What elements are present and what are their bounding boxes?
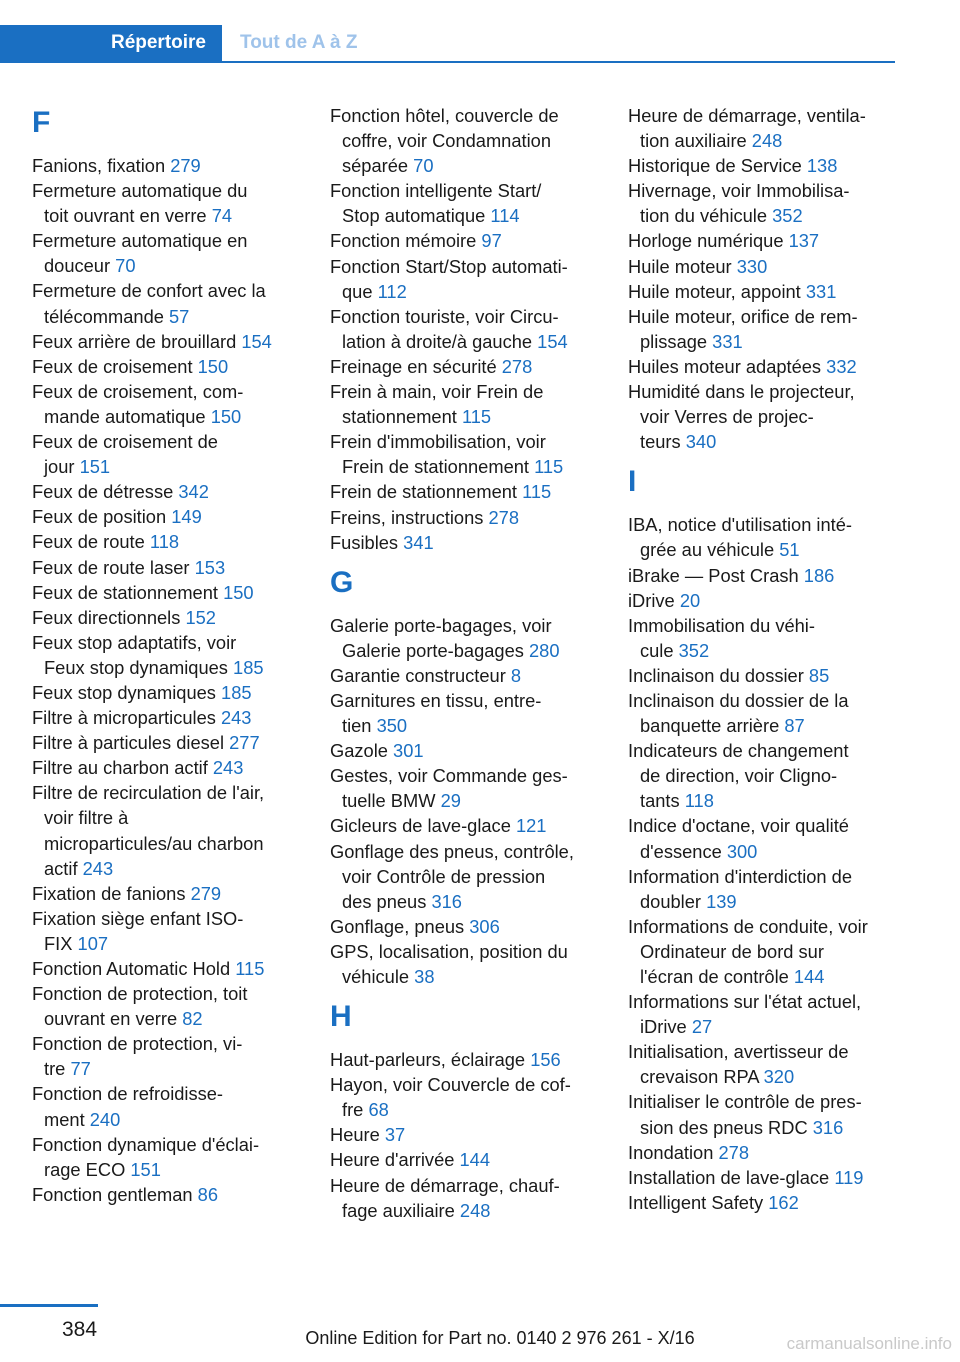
entry-text: Fonction Start/Stop automati-	[330, 255, 568, 277]
index-entry	[330, 613, 620, 663]
index-entry	[32, 956, 322, 981]
index-entry	[32, 1081, 322, 1131]
entry-text: Heure	[330, 1124, 380, 1146]
entry-text: Intelligent Safety	[628, 1191, 764, 1213]
page-link[interactable]: 352	[678, 639, 710, 661]
page-link[interactable]: 300	[726, 840, 758, 862]
entry-text: cule	[640, 639, 674, 661]
index-entry	[628, 688, 918, 738]
index-entry	[32, 479, 322, 504]
entry-text: voir Contrôle de pression	[342, 865, 546, 887]
entry-text: Fermeture automatique en	[32, 230, 248, 252]
page-link[interactable]: 121	[515, 815, 547, 837]
index-entry	[32, 354, 322, 379]
entry-text: Initialisation, avertisseur de	[628, 1041, 849, 1063]
page-link[interactable]: 77	[70, 1058, 91, 1080]
entry-text: Frein à main, voir Frein de	[330, 381, 544, 403]
entry-text: Indicateurs de changement	[628, 740, 849, 762]
index-entry	[32, 228, 322, 278]
index-entry	[330, 1072, 620, 1122]
index-entry	[628, 103, 918, 153]
page-link[interactable]: 115	[522, 481, 552, 503]
page-link[interactable]: 280	[529, 639, 560, 661]
page-link[interactable]: 154	[241, 330, 272, 352]
index-entry	[32, 153, 322, 178]
entry-text: Huile moteur, orifice de rem-	[628, 305, 858, 327]
page-link[interactable]: 278	[501, 355, 533, 377]
entry-text: Filtre au charbon actif	[32, 757, 208, 779]
entry-text: Frein de stationnement	[330, 481, 517, 503]
page-link[interactable]: 82	[182, 1008, 203, 1030]
page-link[interactable]: 248	[751, 130, 783, 152]
page-link[interactable]: 97	[481, 230, 502, 252]
page-link[interactable]: 185	[233, 656, 264, 678]
entry-text: Informations de conduite, voir	[628, 915, 868, 937]
index-entry	[628, 563, 918, 588]
entry-text: doubler	[640, 890, 701, 912]
entry-text: banquette arrière	[640, 715, 780, 737]
entry-text: Frein de stationnement	[342, 456, 529, 478]
page-link[interactable]: 38	[414, 966, 435, 987]
index-entry	[32, 178, 322, 228]
index-entry	[628, 228, 918, 253]
entry-text: Feux de route laser	[32, 556, 190, 578]
page-link[interactable]: 279	[170, 155, 201, 176]
page-link[interactable]: 243	[212, 757, 244, 779]
entry-text: Fermeture de confort avec la	[32, 280, 266, 302]
page-link[interactable]: 154	[537, 330, 568, 352]
page-link[interactable]: 112	[377, 280, 407, 302]
entry-text: Feux stop dynamiques	[32, 681, 216, 703]
entry-text: fage auxiliaire	[342, 1199, 455, 1221]
index-entry	[32, 529, 322, 554]
entry-text: Heure de démarrage, chauf-	[330, 1174, 560, 1196]
page-link[interactable]: 186	[803, 564, 835, 586]
section-letter: G	[330, 565, 354, 599]
tab-repertoire[interactable]: Répertoire	[0, 25, 222, 61]
index-column-3	[628, 103, 918, 1215]
index-entry	[628, 813, 918, 863]
entry-text: tion auxiliaire	[640, 130, 747, 152]
entry-text: Galerie porte-bagages, voir	[330, 614, 552, 636]
index-entry	[32, 881, 322, 906]
index-entry	[32, 278, 322, 328]
entry-text: Hivernage, voir Immobilisa-	[628, 180, 850, 202]
entry-text: Fonction de protection, toit	[32, 983, 248, 1005]
page-link[interactable]: 152	[185, 606, 216, 628]
entry-text: voir filtre à	[44, 807, 129, 829]
entry-text: IBA, notice d'utilisation inté-	[628, 514, 852, 536]
entry-text: Horloge numérique	[628, 230, 784, 252]
entry-text: Immobilisation du véhi-	[628, 614, 815, 636]
page-link[interactable]: 316	[812, 1116, 844, 1138]
entry-text: Fonction gentleman	[32, 1183, 193, 1205]
entry-text: Frein d'immobilisation, voir	[330, 431, 546, 453]
entry-text: Historique de Service	[628, 155, 802, 177]
index-entry	[32, 755, 322, 780]
page-link[interactable]: 320	[763, 1066, 795, 1088]
page-link[interactable]: 279	[190, 882, 222, 904]
page-link[interactable]: 137	[788, 230, 820, 252]
index-entry	[330, 379, 620, 429]
page-link[interactable]: 150	[210, 405, 242, 427]
entry-text: Gicleurs de lave-glace	[330, 815, 511, 837]
index-entry	[330, 688, 620, 738]
index-entry	[628, 354, 918, 379]
entry-text: que	[342, 280, 373, 302]
page-link[interactable]: 278	[488, 506, 520, 528]
page-link[interactable]: 144	[459, 1149, 491, 1171]
page-link[interactable]: 68	[368, 1099, 389, 1121]
page-number-rule	[0, 1304, 98, 1307]
entry-text: Fonction intelligente Start/	[330, 180, 542, 202]
entry-text: coffre, voir Condamnation	[342, 130, 551, 152]
entry-text: Fonction de refroidisse-	[32, 1083, 224, 1105]
entry-text: Garnitures en tissu, entre-	[330, 689, 542, 711]
entry-text: Fusibles	[330, 531, 399, 553]
section-letter: F	[32, 106, 51, 139]
entry-text: GPS, localisation, position du	[330, 940, 568, 962]
index-entry	[628, 1039, 918, 1089]
entry-text: Gonflage des pneus, contrôle,	[330, 840, 574, 862]
entry-text: Hayon, voir Couvercle de cof-	[330, 1074, 571, 1096]
index-entry	[330, 304, 620, 354]
entry-text: Fonction de protection, vi-	[32, 1033, 243, 1055]
entry-text: Feux de croisement de	[32, 431, 218, 453]
entry-text: Initialiser le contrôle de pres-	[628, 1091, 862, 1113]
index-entry	[628, 512, 918, 562]
entry-text: microparticules/au charbon	[44, 832, 264, 854]
page-link[interactable]: 138	[806, 155, 838, 177]
entry-text: véhicule	[342, 966, 410, 987]
page-link[interactable]: 57	[169, 305, 190, 327]
entry-text: rage ECO	[44, 1158, 126, 1180]
page-link[interactable]: 153	[194, 556, 226, 578]
index-entry	[32, 379, 322, 429]
page-link[interactable]: 301	[393, 740, 424, 762]
index-entry	[330, 1047, 620, 1072]
entry-text: Fonction dynamique d'éclai-	[32, 1133, 260, 1155]
page-link[interactable]: 149	[171, 506, 202, 528]
index-entry	[628, 1140, 918, 1165]
page-link[interactable]: 185	[221, 681, 252, 703]
index-entry	[32, 730, 322, 755]
page-link[interactable]: 119	[834, 1166, 864, 1188]
index-entry	[628, 304, 918, 354]
page-link[interactable]: 240	[89, 1108, 121, 1130]
entry-text: Freinage en sécurité	[330, 355, 497, 377]
entry-text: Feux de stationnement	[32, 581, 218, 603]
index-entry	[330, 763, 620, 813]
index-entry	[628, 1190, 918, 1215]
page-link[interactable]: 277	[229, 732, 260, 754]
entry-text: Stop automatique	[342, 205, 486, 227]
entry-text: toit ouvrant en verre	[44, 205, 207, 227]
entry-text: Ordinateur de bord sur	[640, 940, 824, 962]
entry-text: Filtre à microparticules	[32, 707, 216, 729]
index-entry	[628, 663, 918, 688]
entry-text: lation à droite/à gauche	[342, 330, 533, 352]
entry-text: sion des pneus RDC	[640, 1116, 808, 1138]
entry-text: Filtre à particules diesel	[32, 732, 225, 754]
page-link[interactable]: 150	[223, 581, 254, 603]
entry-text: Feux de croisement, com-	[32, 380, 244, 402]
edition-footer: Online Edition for Part no. 0140 2 976 261 - X/16	[305, 1328, 695, 1348]
index-entry	[628, 379, 918, 454]
page-link[interactable]: 87	[784, 715, 805, 737]
entry-text: iBrake — Post Crash	[628, 564, 799, 586]
entry-text: crevaison RPA	[640, 1066, 759, 1088]
entry-text: Fermeture automatique du	[32, 180, 248, 202]
entry-text: Gonflage, pneus	[330, 915, 465, 937]
entry-text: FIX	[44, 932, 73, 954]
index-entry	[330, 530, 620, 555]
index-entry	[32, 429, 322, 479]
entry-text: Huiles moteur adaptées	[628, 355, 822, 377]
entry-text: Haut-parleurs, éclairage	[330, 1049, 526, 1071]
index-entry	[32, 1132, 322, 1182]
entry-text: Feux de détresse	[32, 481, 174, 503]
entry-text: Inclinaison du dossier de la	[628, 689, 849, 711]
entry-text: Installation de lave-glace	[628, 1166, 830, 1188]
entry-text: Gestes, voir Commande ges-	[330, 765, 568, 787]
index-entry	[330, 354, 620, 379]
page-link[interactable]: 151	[79, 456, 111, 478]
page-link[interactable]: 316	[431, 890, 462, 912]
page-link[interactable]: 352	[772, 205, 803, 227]
section-letter: I	[628, 465, 637, 499]
index-entry	[330, 254, 620, 304]
page-link[interactable]: 107	[77, 932, 109, 954]
page-link[interactable]: 118	[684, 790, 714, 812]
entry-text: Feux stop dynamiques	[44, 656, 228, 678]
entry-text: iDrive	[640, 1016, 687, 1038]
index-entry	[32, 981, 322, 1031]
section-tab-bar	[0, 25, 895, 63]
page-link[interactable]: 162	[768, 1191, 799, 1213]
page-link[interactable]: 243	[82, 857, 114, 879]
page-link[interactable]: 139	[706, 890, 737, 912]
page-link[interactable]: 114	[490, 205, 520, 227]
index-entry	[330, 228, 620, 253]
index-entry	[32, 555, 322, 580]
index-entry	[32, 580, 322, 605]
entry-text: ouvrant en verre	[44, 1008, 178, 1030]
index-entry	[330, 839, 620, 914]
entry-text: Feux stop adaptatifs, voir	[32, 631, 237, 653]
entry-text: Heure d'arrivée	[330, 1149, 455, 1171]
entry-text: Feux de position	[32, 506, 167, 528]
entry-text: Information d'interdiction de	[628, 865, 853, 887]
entry-text: actif	[44, 857, 78, 879]
page-number: 384	[62, 1318, 98, 1341]
page-link[interactable]: 340	[685, 431, 717, 453]
entry-text: Fixation de fanions	[32, 882, 186, 904]
page-link[interactable]: 306	[469, 915, 500, 937]
index-entry	[330, 939, 620, 989]
index-entry	[32, 906, 322, 956]
page-link[interactable]: 331	[805, 280, 837, 302]
index-entry	[628, 254, 918, 279]
index-entry	[330, 479, 620, 504]
entry-text: Heure de démarrage, ventila-	[628, 105, 866, 126]
page-link[interactable]: 150	[197, 355, 229, 377]
index-entry	[32, 1182, 322, 1207]
tab-tout-de-a-a-z[interactable]: Tout de A à Z	[240, 32, 358, 53]
entry-text: Inclinaison du dossier	[628, 664, 804, 686]
index-entry	[330, 429, 620, 479]
page-link[interactable]: 115	[235, 958, 265, 979]
entry-text: tants	[640, 790, 680, 812]
index-entry	[330, 178, 620, 228]
page-link[interactable]: 118	[149, 531, 180, 553]
entry-text: Freins, instructions	[330, 506, 484, 528]
page-link[interactable]: 350	[376, 715, 408, 737]
entry-text: jour	[44, 456, 75, 478]
page-link[interactable]: 115	[534, 456, 564, 478]
entry-text: grée au véhicule	[640, 539, 775, 561]
entry-text: Garantie constructeur	[330, 664, 506, 686]
index-entry	[628, 1089, 918, 1139]
entry-text: mande automatique	[44, 405, 206, 427]
page-link[interactable]: 243	[220, 707, 252, 729]
entry-text: iDrive	[628, 589, 675, 611]
index-column-2	[330, 103, 620, 1223]
index-entry	[330, 103, 620, 178]
entry-text: de direction, voir Cligno-	[640, 765, 838, 787]
page-link[interactable]: 144	[793, 966, 825, 987]
page-link[interactable]: 156	[530, 1049, 561, 1071]
index-entry	[330, 738, 620, 763]
entry-text: Feux directionnels	[32, 606, 181, 628]
entry-text: télécommande	[44, 305, 164, 327]
index-entry	[32, 680, 322, 705]
page-link[interactable]: 86	[197, 1183, 219, 1205]
page-link[interactable]: 37	[384, 1124, 406, 1146]
entry-text: Fonction mémoire	[330, 230, 477, 252]
entry-text: Indice d'octane, voir qualité	[628, 815, 849, 837]
index-entry	[628, 279, 918, 304]
page-link[interactable]: 342	[178, 481, 209, 503]
index-entry	[330, 1122, 620, 1147]
page-link[interactable]: 248	[459, 1199, 491, 1221]
index-entry	[32, 1031, 322, 1081]
index-entry	[330, 505, 620, 530]
page-link[interactable]: 8	[510, 664, 522, 686]
page-link[interactable]: 74	[211, 205, 233, 227]
entry-text: Fonction Automatic Hold	[32, 958, 231, 979]
entry-text: Fanions, fixation	[32, 155, 166, 176]
page-link[interactable]: 151	[130, 1158, 161, 1180]
entry-text: plissage	[640, 330, 708, 352]
index-entry	[32, 630, 322, 680]
entry-text: Filtre de recirculation de l'air,	[32, 782, 265, 804]
entry-text: Feux de croisement	[32, 355, 193, 377]
index-entry	[32, 705, 322, 730]
entry-text: tion du véhicule	[640, 205, 768, 227]
index-column-1	[32, 103, 322, 1207]
entry-text: stationnement	[342, 406, 457, 428]
index-entry	[628, 178, 918, 228]
index-entry	[32, 504, 322, 529]
index-entry	[32, 329, 322, 354]
entry-text: voir Verres de projec-	[640, 406, 814, 428]
entry-text: douceur	[44, 255, 111, 277]
index-entry	[330, 813, 620, 838]
page-link[interactable]: 85	[808, 664, 830, 686]
entry-text: Humidité dans le projecteur,	[628, 381, 855, 403]
entry-text: Feux de route	[32, 531, 145, 553]
page-link[interactable]: 70	[413, 155, 434, 177]
entry-text: séparée	[342, 155, 409, 177]
page-link[interactable]: 70	[115, 255, 136, 277]
entry-text: teurs	[640, 431, 681, 453]
page-link[interactable]: 331	[712, 330, 743, 352]
page-link[interactable]: 51	[779, 539, 800, 561]
index-entry	[32, 780, 322, 880]
index-entry	[628, 588, 918, 613]
entry-text: Fixation siège enfant ISO-	[32, 907, 244, 929]
entry-text: tre	[44, 1058, 66, 1080]
entry-text: d'essence	[640, 840, 722, 862]
entry-text: Fonction hôtel, couvercle de	[330, 105, 559, 126]
entry-text: Feux arrière de brouillard	[32, 330, 237, 352]
index-entry	[628, 153, 918, 178]
section-letter: H	[330, 1000, 352, 1034]
entry-text: Fonction touriste, voir Circu-	[330, 305, 559, 327]
index-entry	[628, 864, 918, 914]
index-entry	[628, 613, 918, 663]
page-link[interactable]: 20	[679, 589, 701, 611]
entry-text: tuelle BMW	[342, 790, 436, 812]
watermark: carmanualsonline.info	[786, 1334, 952, 1353]
index-entry	[330, 1173, 620, 1223]
index-entry	[628, 989, 918, 1039]
index-entry	[32, 605, 322, 630]
page-link[interactable]: 115	[461, 406, 492, 428]
entry-text: Informations sur l'état actuel,	[628, 991, 862, 1013]
entry-text: Huile moteur	[628, 255, 732, 277]
entry-text: Gazole	[330, 740, 388, 762]
page-link[interactable]: 27	[691, 1016, 713, 1038]
entry-text: Inondation	[628, 1141, 714, 1163]
entry-text: Huile moteur, appoint	[628, 280, 801, 302]
page-link[interactable]: 29	[440, 790, 461, 812]
entry-text: l'écran de contrôle	[640, 966, 789, 987]
entry-text: tien	[342, 715, 372, 737]
entry-text: des pneus	[342, 890, 427, 912]
index-entry	[330, 914, 620, 939]
entry-text: ment	[44, 1108, 85, 1130]
page-link[interactable]: 278	[718, 1141, 749, 1163]
index-entry	[330, 1147, 620, 1172]
index-entry	[628, 1165, 918, 1190]
index-entry	[330, 663, 620, 688]
index-entry	[628, 914, 918, 989]
page-link[interactable]: 330	[736, 255, 768, 277]
entry-text: Galerie porte-bagages	[342, 639, 524, 661]
index-entry	[628, 738, 918, 813]
page-link[interactable]: 341	[403, 531, 434, 553]
entry-text: fre	[342, 1099, 364, 1121]
page-link[interactable]: 332	[826, 355, 857, 377]
